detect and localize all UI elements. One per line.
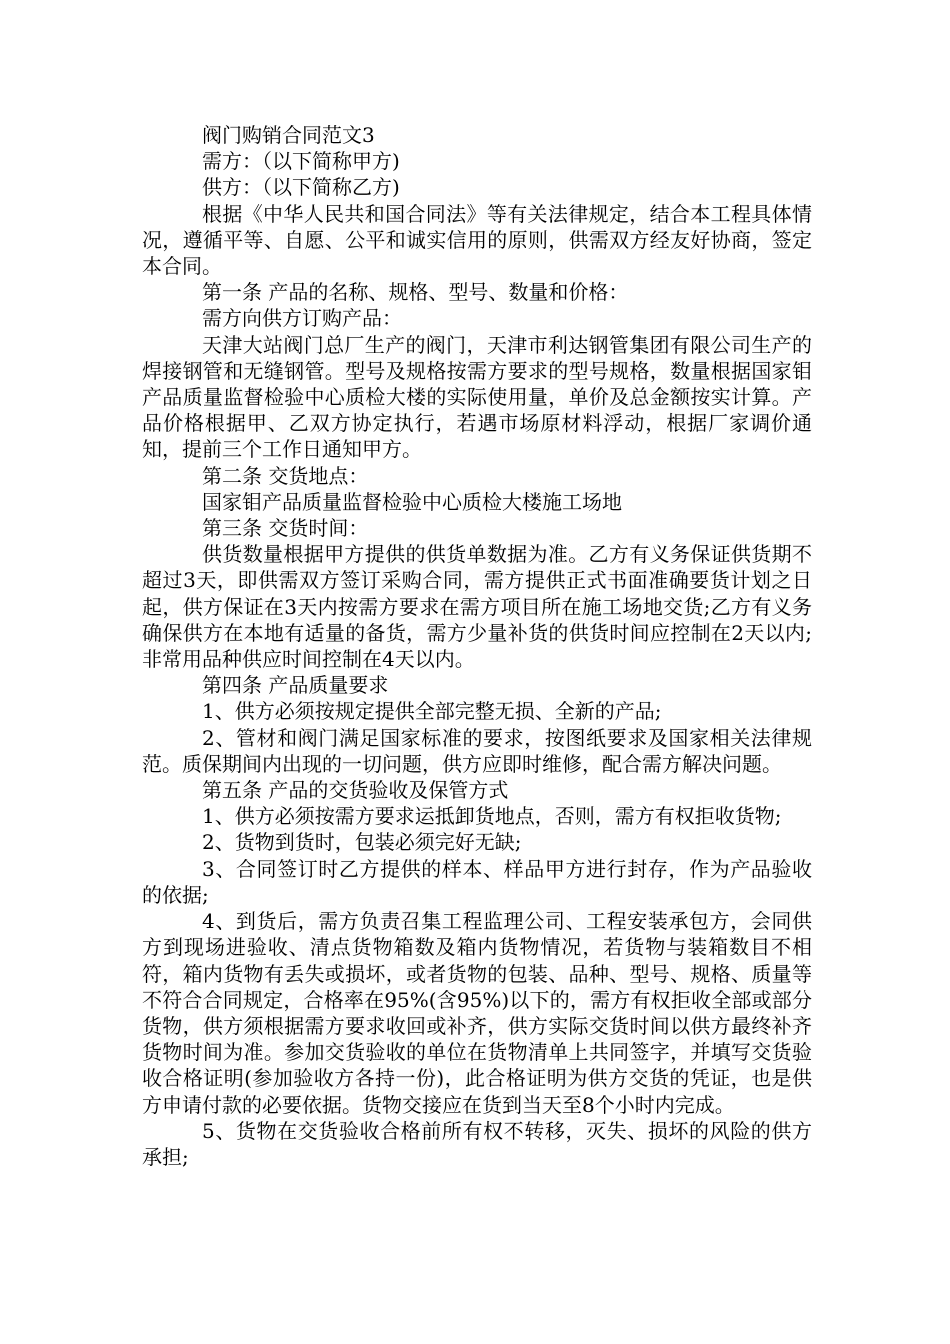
paragraph: 国家钼产品质量监督检验中心质检大楼施工场地: [202, 489, 622, 514]
list-item: 3、合同签订时乙方提供的样本、样品甲方进行封存，作为产品验收的依据;: [142, 856, 812, 907]
article-3-heading: 第三条 交货时间：: [202, 516, 369, 541]
paragraph: 供货数量根据甲方提供的供货单数据为准。乙方有义务保证供货期不超过3天，即供需双方签订采购合同，需方提供正式书面准确要货计划之日起，供方保证在3天内按需方要求在需方项目所在施工场地交货;乙方有义务确保供方在本地有适量的备货，需方少量补货的供货时间应控制在2天以内;非常用品种供应时间控制在4天以内。: [142, 542, 812, 672]
article-5-heading: 第五条 产品的交货验收及保管方式: [202, 778, 509, 803]
list-item: 5、货物在交货验收合格前所有权不转移，灭失、损坏的风险的供方承担;: [142, 1118, 812, 1169]
article-1-heading: 第一条 产品的名称、规格、型号、数量和价格：: [202, 280, 629, 305]
document-title: 阀门购销合同范文3: [202, 123, 375, 147]
party-buyer: 需方：（以下简称甲方): [202, 149, 400, 174]
document-body: [142, 122, 812, 1170]
list-item: 1、供方必须按规定提供全部完整无损、全新的产品;: [202, 699, 662, 724]
article-4-heading: 第四条 产品质量要求: [202, 673, 389, 698]
party-supplier: 供方：（以下简称乙方): [202, 175, 400, 200]
list-item: 4、到货后，需方负责召集工程监理公司、工程安装承包方，会同供方到现场进验收、清点货物箱数及箱内货物情况，若货物与装箱数目不相符，箱内货物有丢失或损坏，或者货物的包装、品种、型号、规格、质量等不符合合同规定，合格率在95%(含95%)以下的，需方有权拒收全部或部分货物，供方须根据需方要求收回或补齐，供方实际交货时间以供方最终补齐货物时间为准。参加交货验收的单位在货物清单上共同签字，并填写交货验收合格证明(参加验收方各持一份)，此合格证明为供方交货的凭证，也是供方申请付款的必要依据。货物交接应在货到当天至8个小时内完成。: [142, 909, 812, 1117]
paragraph: 需方向供方订购产品：: [202, 306, 402, 331]
paragraph: 天津大站阀门总厂生产的阀门，天津市利达钢管集团有限公司生产的焊接钢管和无缝钢管。型号及规格按需方要求的型号规格，数量根据国家钼产品质量监督检验中心质检大楼的实际使用量，单价及总金额按实计算。产品价格根据甲、乙双方协定执行，若遇市场原材料浮动，根据厂家调价通知，提前三个工作日通知甲方。: [142, 332, 812, 462]
article-2-heading: 第二条 交货地点：: [202, 463, 369, 488]
paragraph-preamble: 根据《中华人民共和国合同法》等有关法律规定，结合本工程具体情况，遵循平等、自愿、公平和诚实信用的原则，供需双方经友好协商，签定本合同。: [142, 201, 812, 279]
list-item: 1、供方必须按需方要求运抵卸货地点，否则，需方有权拒收货物;: [202, 804, 782, 829]
list-item: 2、货物到货时，包装必须完好无缺;: [202, 830, 522, 855]
list-item: 2、管材和阀门满足国家标准的要求，按图纸要求及国家相关法律规范。质保期间内出现的一切问题，供方应即时维修，配合需方解决问题。: [142, 725, 812, 776]
